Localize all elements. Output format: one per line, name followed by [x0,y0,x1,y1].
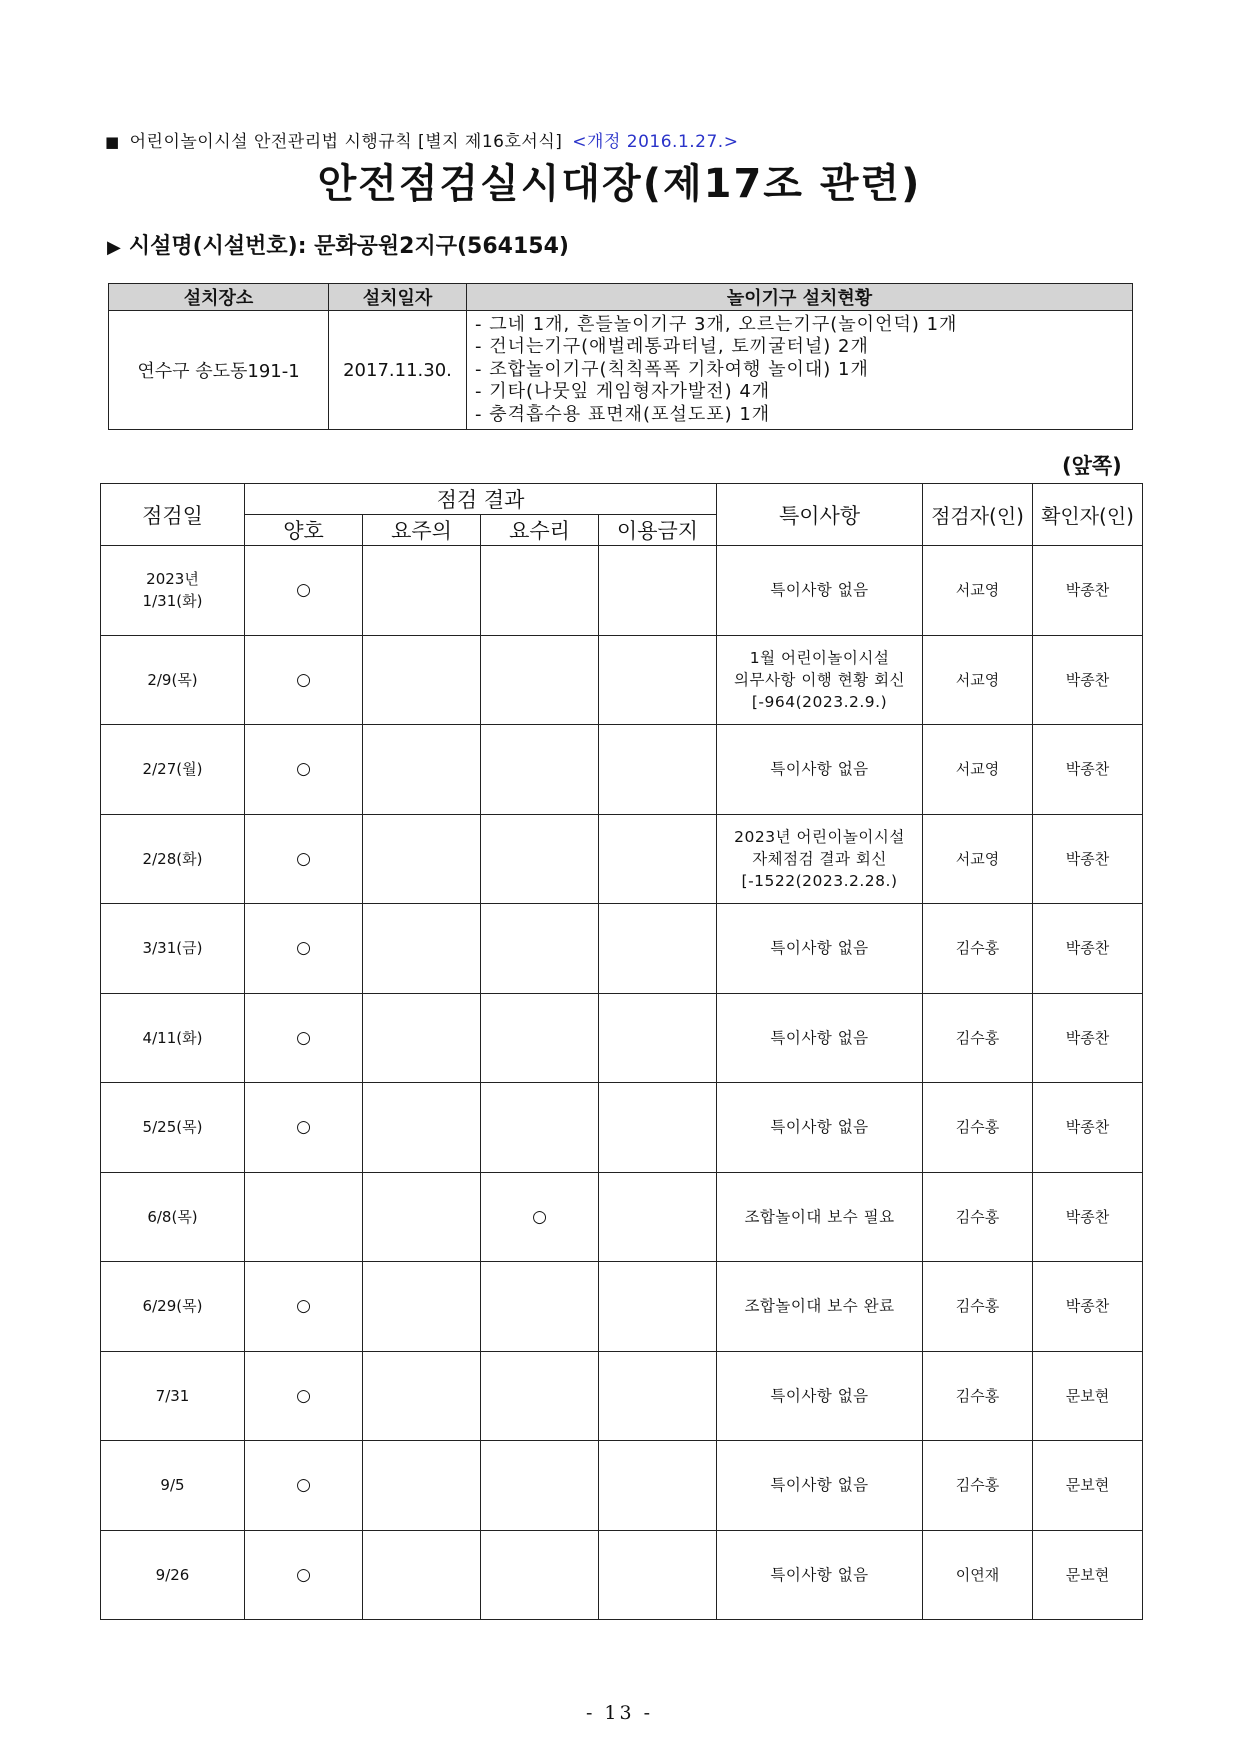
table-row [101,814,1143,904]
note-line: 특이사항 없음 [770,1565,869,1584]
equipment-item: - 조합놀이기구(칙칙폭폭 기차여행 놀이대) 1개 [475,358,869,380]
inspection-date [101,814,245,904]
inspection-date-line: 2023년 [146,570,199,589]
facility-heading [107,229,569,260]
log-header-row [101,484,1143,515]
header-install-date: 설치일자 [329,284,467,311]
note-line: 특이사항 없음 [770,1386,869,1405]
notes-cell [717,1083,923,1173]
result-good: ○ [245,904,363,994]
result-banned [599,725,717,815]
inspection-date-line: 6/8(목) [147,1207,198,1226]
inspection-date [101,725,245,815]
result-good: ○ [245,993,363,1083]
inspector-name: 김수홍 [923,1172,1033,1262]
inspection-date-line: 9/5 [160,1476,185,1495]
table-row [101,1262,1143,1352]
inspection-date-line: 6/29(목) [142,1297,203,1316]
confirmer-name: 박종찬 [1033,1083,1143,1173]
note-line: 조합놀이대 보수 완료 [744,1297,895,1316]
result-banned [599,546,717,636]
inspection-date [101,1172,245,1262]
result-good: ○ [245,725,363,815]
note-line: 특이사항 없음 [770,939,869,958]
inspection-date-line: 7/31 [155,1386,190,1405]
note-line: 1월 어린이놀이시설 [749,648,890,667]
result-banned [599,1172,717,1262]
notes-cell [717,725,923,815]
inspection-date [101,1262,245,1352]
result-caution [363,635,481,725]
header-inspection-date: 점검일 [101,484,245,546]
confirmer-name: 문보현 [1033,1441,1143,1531]
result-caution [363,1530,481,1620]
notes-cell [717,993,923,1083]
inspector-name: 김수홍 [923,993,1033,1083]
confirmer-name: 박종찬 [1033,725,1143,815]
inspector-name: 김수홍 [923,1441,1033,1531]
result-caution [363,1441,481,1531]
note-line: 특이사항 없음 [770,1118,869,1137]
revision-note: <개정 2016.1.27.> [572,132,739,152]
confirmer-name: 박종찬 [1033,635,1143,725]
result-banned [599,635,717,725]
header-caution: 요주의 [363,515,481,546]
result-banned [599,1441,717,1531]
facility-name: 시설명(시설번호): 문화공원2지구(564154) [128,234,569,259]
result-caution [363,546,481,636]
result-banned [599,993,717,1083]
notes-cell [717,1530,923,1620]
result-repair [481,725,599,815]
equipment-item: - 건너는기구(애벌레통과터널, 토끼굴터널) 2개 [475,336,869,358]
result-repair [481,546,599,636]
result-repair [481,814,599,904]
inspection-date [101,546,245,636]
log-body [101,546,1143,1620]
notes-cell [717,814,923,904]
info-data-row [109,311,1133,430]
inspection-date-line: 2/9(목) [147,670,198,689]
inspection-date-line: 1/31(화) [142,592,203,611]
result-good: ○ [245,1441,363,1531]
header-notes: 특이사항 [717,484,923,546]
result-repair [481,904,599,994]
result-repair [481,993,599,1083]
result-repair [481,1441,599,1531]
confirmer-name: 박종찬 [1033,546,1143,636]
inspection-date [101,904,245,994]
result-banned [599,814,717,904]
notes-cell [717,1172,923,1262]
note-line: 특이사항 없음 [770,1476,869,1495]
header-banned: 이용금지 [599,515,717,546]
inspector-name: 서교영 [923,725,1033,815]
inspection-date-line: 2/28(화) [142,849,203,868]
inspector-name: 서교영 [923,814,1033,904]
confirmer-name: 박종찬 [1033,993,1143,1083]
result-banned [599,1530,717,1620]
table-row [101,725,1143,815]
result-caution [363,1083,481,1173]
document-title: 안전점검실시대장(제17조 관련) [317,161,922,207]
header-equipment: 놀이기구 설치현황 [467,284,1133,311]
inspection-date-line: 4/11(화) [142,1028,203,1047]
result-repair [481,1530,599,1620]
equipment-item: - 충격흡수용 표면재(포설도포) 1개 [475,403,771,425]
inspection-date [101,1351,245,1441]
note-line: 특이사항 없음 [770,1028,869,1047]
result-caution [363,1351,481,1441]
note-line: 의무사항 이행 현황 회신 [734,670,906,689]
notes-cell [717,1262,923,1352]
table-row [101,1441,1143,1531]
result-repair [481,1351,599,1441]
notes-cell [717,635,923,725]
note-line: 자체점검 결과 회신 [752,849,887,868]
inspection-date [101,1441,245,1531]
notes-cell [717,1441,923,1531]
header-location: 설치장소 [109,284,329,311]
install-location: 연수구 송도동191-1 [109,311,329,430]
table-row [101,904,1143,994]
equipment-item: - 그네 1개, 흔들놀이기구 3개, 오르는기구(놀이언덕) 1개 [475,313,958,335]
note-line: 특이사항 없음 [770,581,869,600]
header-inspection-result: 점검 결과 [245,484,717,515]
result-good: ○ [245,1262,363,1352]
result-good: ○ [245,1083,363,1173]
equipment-item: - 기타(나뭇잎 게임형자가발전) 4개 [475,381,771,403]
info-header-row [109,284,1133,311]
confirmer-name: 문보현 [1033,1351,1143,1441]
table-row [101,546,1143,636]
result-repair [481,1262,599,1352]
inspector-name: 이연재 [923,1530,1033,1620]
result-caution [363,904,481,994]
note-line: [-964(2023.2.9.) [751,692,888,711]
inspection-log-table [100,483,1143,1620]
form-reference [105,127,738,152]
result-repair [481,1083,599,1173]
result-caution [363,1262,481,1352]
result-banned [599,1262,717,1352]
inspector-name: 서교영 [923,546,1033,636]
result-good: ○ [245,546,363,636]
inspector-name: 김수홍 [923,1351,1033,1441]
header-repair: 요수리 [481,515,599,546]
result-repair [481,635,599,725]
confirmer-name: 박종찬 [1033,1262,1143,1352]
note-line: 2023년 어린이놀이시설 [734,827,905,846]
note-line: 특이사항 없음 [770,760,869,779]
inspection-date-line: 3/31(금) [142,939,203,958]
result-good: ○ [245,1530,363,1620]
result-good: ○ [245,814,363,904]
notes-cell [717,904,923,994]
table-row [101,993,1143,1083]
page-number: - 13 - [585,1702,654,1724]
result-caution [363,814,481,904]
table-row [101,1083,1143,1173]
triangle-bullet-icon: ▶ [107,237,121,258]
table-row [101,635,1143,725]
confirmer-name: 문보현 [1033,1530,1143,1620]
inspector-name: 서교영 [923,635,1033,725]
confirmer-name: 박종찬 [1033,904,1143,994]
install-date: 2017.11.30. [329,311,467,430]
inspector-name: 김수홍 [923,1083,1033,1173]
result-caution [363,993,481,1083]
inspection-date-line: 9/26 [155,1565,190,1584]
result-banned [599,1351,717,1441]
inspection-date-line: 2/27(월) [142,760,203,779]
result-banned [599,904,717,994]
confirmer-name: 박종찬 [1033,814,1143,904]
square-bullet-icon: ■ [105,133,120,151]
side-label: (앞쪽) [1062,454,1122,478]
result-banned [599,1083,717,1173]
inspection-date [101,993,245,1083]
result-caution [363,725,481,815]
note-line: 조합놀이대 보수 필요 [744,1207,895,1226]
form-reference-text: 어린이놀이시설 안전관리법 시행규칙 [별지 제16호서식] [129,132,563,152]
confirmer-name: 박종찬 [1033,1172,1143,1262]
table-row [101,1530,1143,1620]
inspection-date-line: 5/25(목) [142,1118,203,1137]
notes-cell [717,546,923,636]
result-good [245,1172,363,1262]
inspector-name: 김수홍 [923,1262,1033,1352]
result-good: ○ [245,635,363,725]
inspection-date [101,1530,245,1620]
table-row [101,1172,1143,1262]
header-good: 양호 [245,515,363,546]
header-confirmer: 확인자(인) [1033,484,1143,546]
result-good: ○ [245,1351,363,1441]
result-caution [363,1172,481,1262]
installation-info-table [108,283,1133,430]
result-repair: ○ [481,1172,599,1262]
note-line: [-1522(2023.2.28.) [741,871,898,890]
inspector-name: 김수홍 [923,904,1033,994]
equipment-list [467,311,1133,430]
table-row [101,1351,1143,1441]
header-inspector: 점검자(인) [923,484,1033,546]
notes-cell [717,1351,923,1441]
inspection-date [101,1083,245,1173]
inspection-date [101,635,245,725]
